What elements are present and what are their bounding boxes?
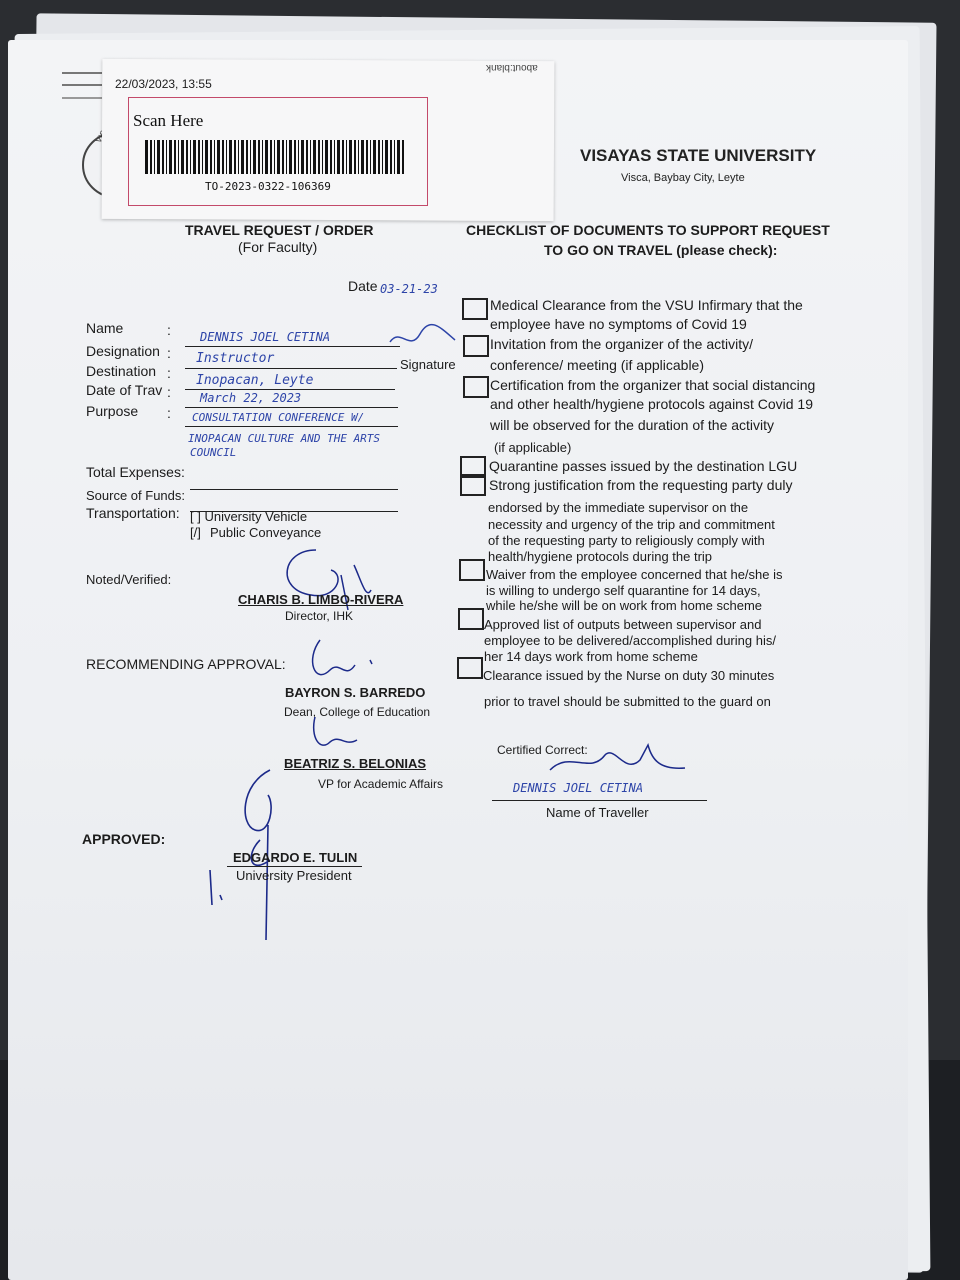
designation-underline	[185, 368, 397, 369]
traveller-caption: Name of Traveller	[546, 805, 649, 820]
noted-label: Noted/Verified:	[86, 572, 172, 587]
barcode-bar	[286, 140, 287, 174]
barcode-bar	[385, 140, 388, 174]
barcode-bar	[310, 140, 311, 174]
form-title: TRAVEL REQUEST / ORDER	[185, 222, 374, 238]
barcode-bar	[306, 140, 308, 174]
rec2-name: BEATRIZ S. BELONIAS	[284, 756, 427, 771]
barcode-bar	[162, 140, 164, 174]
destination-label: Destination	[86, 363, 157, 379]
barcode-bar	[361, 140, 364, 174]
barcode-bar	[181, 140, 184, 174]
barcode-bar	[157, 140, 160, 174]
checklist-item-6-line1: Waiver from the employee concerned that he/she is	[486, 567, 783, 582]
purpose-colon: :	[167, 405, 171, 421]
barcode-bar	[334, 140, 335, 174]
noted-title: Director, IHK	[285, 609, 354, 623]
barcode-bar	[330, 140, 332, 174]
checkbox-nurse-clearance[interactable]	[457, 657, 483, 679]
barcode-bar	[337, 140, 340, 174]
sticker-timestamp: 22/03/2023, 13:55	[115, 77, 212, 91]
recommending-label: RECOMMENDING APPROVAL:	[86, 656, 286, 672]
barcode-bar	[198, 140, 200, 174]
destination-underline	[185, 389, 395, 390]
total-expenses-label: Total Expenses:	[86, 464, 185, 480]
barcode-bar	[166, 140, 167, 174]
recommending-signature-2	[305, 712, 365, 757]
barcode-bar	[210, 140, 212, 174]
barcode-bar	[169, 140, 172, 174]
transportation-label: Transportation:	[86, 505, 180, 521]
checklist-item-3-line3: will be observed for the duration of the activity	[490, 417, 775, 433]
barcode-bar	[289, 140, 292, 174]
barcode-bar	[349, 140, 352, 174]
barcode-bar	[402, 140, 404, 174]
barcode-bar	[354, 140, 356, 174]
designation-colon: :	[167, 345, 171, 361]
signature-label: Signature	[400, 357, 456, 372]
checklist-item-4-line1: Quarantine passes issued by the destination LGU	[489, 458, 798, 474]
barcode-bar	[378, 140, 380, 174]
name-label: Name	[86, 320, 124, 336]
approved-title: University President	[236, 868, 352, 883]
checkbox-waiver[interactable]	[459, 559, 485, 581]
checklist-item-5-line5: health/hygiene protocols during the trip	[488, 549, 713, 564]
barcode-bar	[186, 140, 188, 174]
checklist-item-1-line2: employee have no symptoms of Covid 19	[490, 316, 747, 332]
checkbox-strong-justification[interactable]	[460, 474, 486, 496]
purpose-underline	[185, 426, 398, 427]
barcode-bar	[205, 140, 208, 174]
designation-value: Instructor	[196, 351, 275, 366]
checklist-item-3-line2: and other health/hygiene protocols against Covid 19	[490, 396, 813, 412]
barcode-bar	[202, 140, 203, 174]
barcode-bar	[265, 140, 268, 174]
barcode-bar	[150, 140, 152, 174]
barcode-bar	[178, 140, 179, 174]
barcode-bar	[370, 140, 371, 174]
university-name: VISAYAS STATE UNIVERSITY	[580, 146, 817, 165]
checklist-item-7-line1: Approved list of outputs between supervisor and	[484, 617, 762, 632]
purpose-value-line2: INOPACAN CULTURE AND THE ARTS	[188, 432, 381, 445]
barcode-bar	[222, 140, 224, 174]
barcode-bar	[174, 140, 176, 174]
traveller-underline	[492, 800, 707, 801]
destination-colon: :	[167, 365, 171, 381]
barcode-bar	[313, 140, 316, 174]
checklist-title-line2: TO GO ON TRAVEL (please check):	[544, 242, 778, 258]
barcode-bar	[145, 140, 148, 174]
barcode-bar	[397, 140, 400, 174]
barcode-bar	[226, 140, 227, 174]
approved-name: EDGARDO E. TULIN	[233, 850, 358, 865]
barcode-bar	[193, 140, 196, 174]
source-funds-label: Source of Funds:	[86, 488, 185, 503]
checklist-item-5-line2: endorsed by the immediate supervisor on the	[488, 500, 749, 515]
name-underline	[185, 346, 400, 347]
checkbox-certification[interactable]	[463, 376, 489, 398]
purpose-label: Purpose	[86, 403, 139, 419]
form-subtitle: (For Faculty)	[238, 239, 318, 255]
checklist-item-5-line1: Strong justification from the requesting party duly	[489, 477, 793, 493]
purpose-value-line3: COUNCIL	[190, 446, 237, 459]
certified-label: Certified Correct:	[497, 743, 588, 757]
barcode-bar	[394, 140, 395, 174]
approved-label: APPROVED:	[82, 831, 166, 847]
barcode-bar	[250, 140, 251, 174]
checklist-item-3-line4: (if applicable)	[494, 440, 572, 455]
barcode-bar	[358, 140, 359, 174]
travel-date-value: March 22, 2023	[200, 391, 302, 405]
barcode-bar	[258, 140, 260, 174]
barcode-bar	[346, 140, 347, 174]
barcode-bar	[217, 140, 220, 174]
name-colon: :	[167, 322, 171, 338]
checklist-item-8-line1: Clearance issued by the Nurse on duty 30 minutes	[483, 668, 775, 683]
checklist-title-line1: CHECKLIST OF DOCUMENTS TO SUPPORT REQUEST	[466, 222, 830, 238]
barcode-bar	[318, 140, 320, 174]
traveller-signature-top	[385, 322, 460, 354]
checklist-item-8-line2: prior to travel should be submitted to the guard on	[484, 694, 771, 709]
checklist-item-7-line2: employee to be delivered/accomplished during his/	[484, 633, 776, 648]
date-label: Date	[348, 278, 378, 294]
barcode-bar	[342, 140, 344, 174]
checklist-item-7-line3: her 14 days work from home scheme	[484, 649, 698, 664]
barcode-bar	[325, 140, 328, 174]
barcode-bar	[214, 140, 215, 174]
barcode-bar	[229, 140, 232, 174]
rec1-name: BAYRON S. BARREDO	[285, 685, 426, 700]
name-value: DENNIS JOEL CETINA	[200, 330, 331, 344]
transport-university-vehicle: [ ] University Vehicle	[190, 509, 308, 524]
barcode-bar	[262, 140, 263, 174]
checkbox-invitation[interactable]	[463, 335, 489, 357]
transport-public-conveyance: Public Conveyance	[210, 525, 322, 540]
barcode-bar	[298, 140, 299, 174]
recommending-signature-1	[300, 630, 380, 690]
university-address: Visca, Baybay City, Leyte	[621, 172, 745, 184]
barcode[interactable]	[145, 140, 405, 174]
checklist-item-6-line2: is willing to undergo self quarantine for 14 days,	[486, 583, 761, 598]
barcode-bar	[190, 140, 191, 174]
sticker-rotated-text: about:blank	[486, 62, 538, 73]
checklist-item-1-line1: Medical Clearance from the VSU Infirmary that the	[490, 297, 803, 313]
barcode-bar	[274, 140, 275, 174]
checklist-item-6-line3: while he/she will be on work from home scheme	[486, 598, 763, 613]
noted-name: CHARIS B. LIMBO-RIVERA	[238, 592, 404, 607]
barcode-bar	[301, 140, 304, 174]
checkbox-medical-clearance[interactable]	[462, 298, 488, 320]
barcode-bar	[373, 140, 376, 174]
barcode-bar	[241, 140, 244, 174]
travel-date-colon: :	[167, 384, 171, 400]
barcode-bar	[154, 140, 155, 174]
barcode-bar	[246, 140, 248, 174]
travel-date-underline	[185, 407, 398, 408]
approved-underline	[227, 866, 362, 867]
rec2-title: VP for Academic Affairs	[318, 777, 443, 791]
barcode-bar	[366, 140, 368, 174]
barcode-bar	[294, 140, 296, 174]
scan-here-label: Scan Here	[133, 111, 204, 130]
transport-checkmark: [/]	[190, 525, 201, 540]
barcode-bar	[277, 140, 280, 174]
rec1-title: Dean, College of Education	[284, 705, 431, 719]
checkbox-approved-outputs[interactable]	[458, 608, 484, 630]
barcode-bar	[390, 140, 392, 174]
traveller-name: DENNIS JOEL CETINA	[513, 781, 644, 795]
travel-date-label: Date of Trav	[86, 382, 163, 398]
checklist-item-5-line4: of the requesting party to religiously comply with	[488, 533, 765, 548]
barcode-bar	[234, 140, 236, 174]
checklist-item-5-line3: necessity and urgency of the trip and commitment	[488, 517, 775, 532]
total-expenses-underline	[190, 489, 398, 490]
checklist-item-2-line2: conference/ meeting (if applicable)	[490, 357, 705, 373]
checklist-item-3-line1: Certification from the organizer that social distancing	[490, 377, 816, 393]
designation-label: Designation	[86, 343, 160, 359]
checklist-item-2-line1: Invitation from the organizer of the activity/	[490, 336, 754, 352]
date-value: 03-21-23	[380, 282, 438, 296]
barcode-number: TO-2023-0322-106369	[205, 180, 331, 193]
barcode-bar	[238, 140, 239, 174]
traveller-signature	[540, 740, 690, 785]
destination-value: Inopacan, Leyte	[196, 373, 314, 388]
purpose-value: CONSULTATION CONFERENCE W/	[192, 411, 365, 424]
barcode-bar	[382, 140, 383, 174]
barcode-bar	[270, 140, 272, 174]
barcode-bar	[322, 140, 323, 174]
barcode-bar	[253, 140, 256, 174]
barcode-bar	[282, 140, 284, 174]
